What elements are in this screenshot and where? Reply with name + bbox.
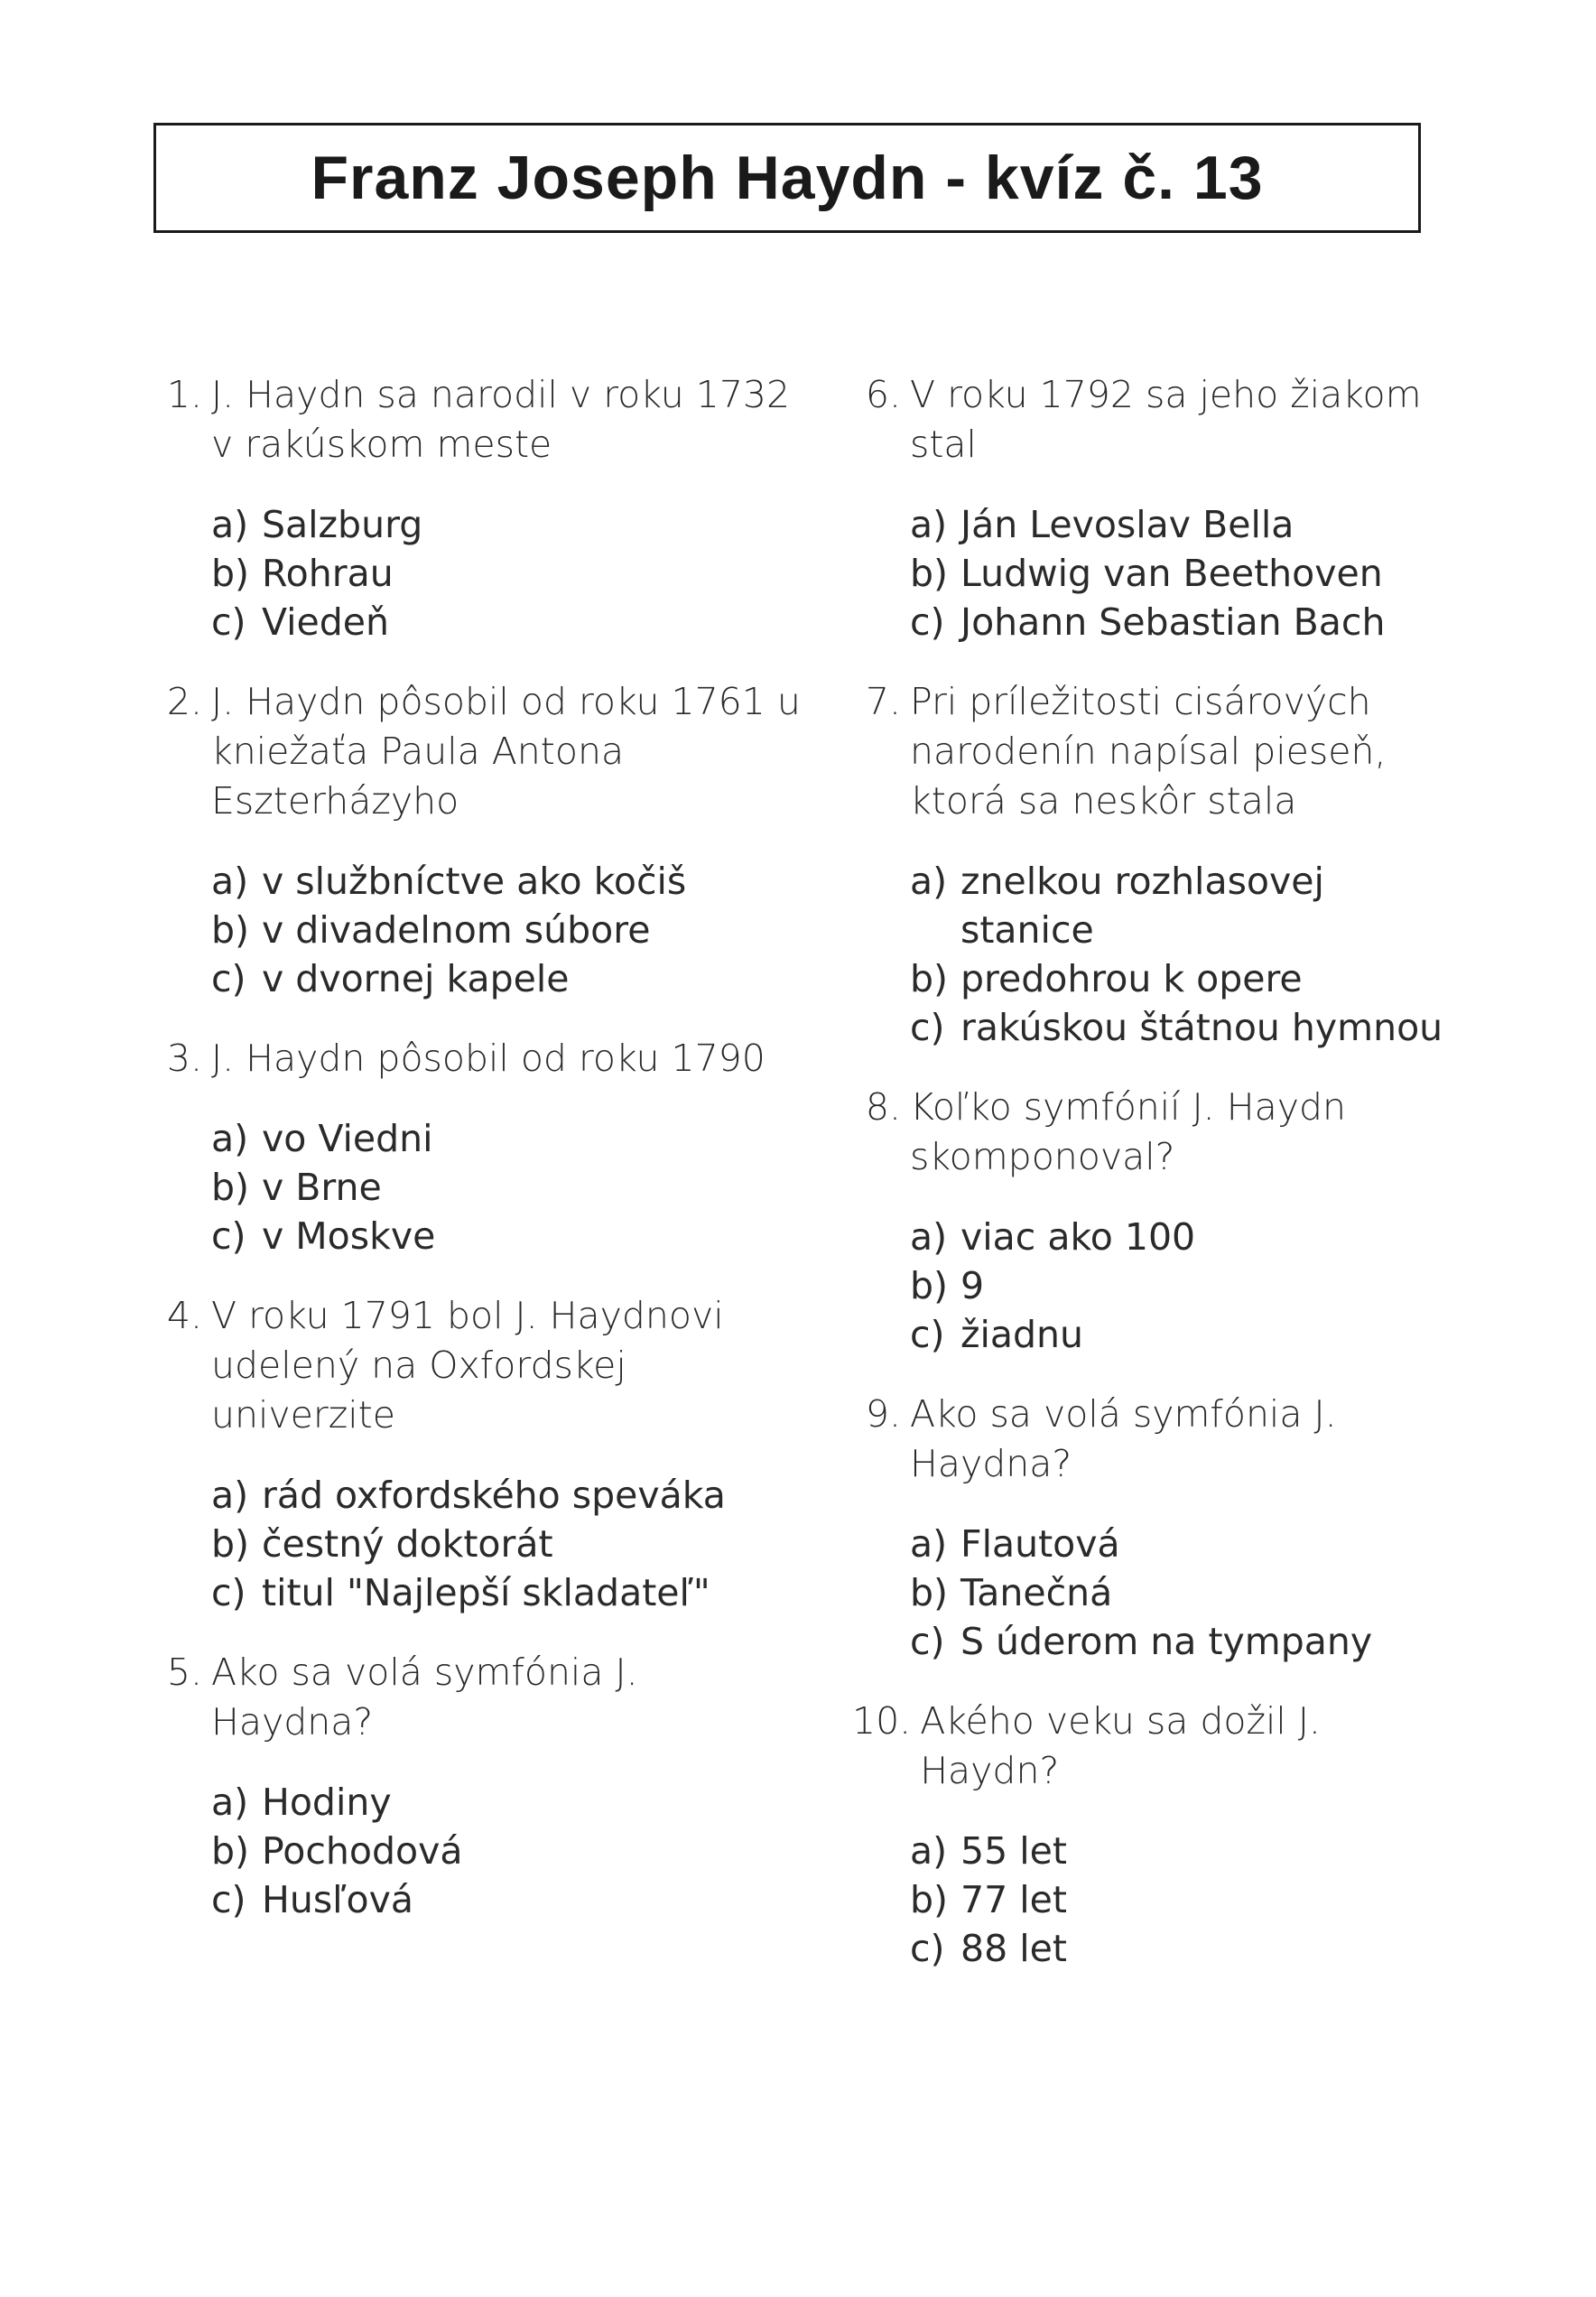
option-letter: c) <box>211 1878 246 1921</box>
question-text: Koľko symfónií J. Haydn skomponoval? <box>910 1085 1346 1178</box>
answer-options <box>202 857 803 1003</box>
option-text: 77 let <box>960 1878 1067 1921</box>
option-text: v Brne <box>262 1166 382 1209</box>
question-10 <box>852 1697 1466 1973</box>
answer-option <box>211 500 803 549</box>
page-title: Franz Joseph Haydn - kvíz č. 13 <box>311 144 1264 212</box>
option-letter: a) <box>211 1117 249 1160</box>
question-number: 3. <box>166 1037 202 1080</box>
answer-option <box>211 857 803 906</box>
question-number: 5. <box>166 1651 202 1694</box>
option-letter: b) <box>211 1522 250 1566</box>
option-letter: c) <box>211 957 246 1000</box>
option-letter: a) <box>910 1522 948 1566</box>
option-letter: b) <box>910 1571 949 1614</box>
option-text: znelkou rozhlasovej stanice <box>960 860 1324 952</box>
option-letter: c) <box>910 1313 945 1356</box>
answer-option <box>910 954 1466 1003</box>
answer-options <box>202 1114 803 1260</box>
option-letter: b) <box>910 552 949 595</box>
option-text: v divadelnom súbore <box>262 908 651 952</box>
question-text: Akého veku sa dožil J. Haydn? <box>920 1699 1321 1792</box>
answer-option <box>211 1875 803 1924</box>
answer-option <box>211 549 803 598</box>
right-column <box>852 370 1466 2004</box>
option-text: Ján Levoslav Bella <box>960 503 1294 546</box>
question-number: 6. <box>865 373 901 416</box>
answer-option <box>910 1213 1466 1261</box>
option-text: predohrou k opere <box>960 957 1303 1000</box>
option-text: rakúskou štátnou hymnou <box>960 1006 1443 1049</box>
answer-option <box>211 1163 803 1212</box>
left-column <box>153 370 803 1955</box>
option-letter: c) <box>910 1006 945 1049</box>
answer-option <box>211 1827 803 1875</box>
option-text: 88 let <box>960 1927 1067 1970</box>
option-text: Hodiny <box>262 1781 392 1824</box>
answer-option <box>211 1212 803 1260</box>
option-text: Flautová <box>960 1522 1120 1566</box>
option-text: titul "Najlepší skladateľ" <box>262 1571 710 1614</box>
option-letter: b) <box>211 1166 250 1209</box>
question-number: 7. <box>865 680 901 723</box>
option-text: 55 let <box>960 1829 1067 1873</box>
option-text: v Moskve <box>262 1214 436 1258</box>
answer-option <box>910 1568 1466 1617</box>
answer-option <box>910 1875 1466 1924</box>
option-letter: c) <box>211 600 246 644</box>
question-number: 8. <box>865 1085 901 1129</box>
option-text: Pochodová <box>262 1829 463 1873</box>
option-letter: a) <box>910 1829 948 1873</box>
answer-option <box>211 1471 803 1520</box>
answer-option <box>910 1617 1466 1666</box>
question-text: Pri príležitosti cisárových narodenín napísal pieseň, ktorá sa neskôr stala <box>910 680 1387 823</box>
option-letter: a) <box>211 860 249 903</box>
option-letter: a) <box>910 503 948 546</box>
option-text: Husľová <box>262 1878 414 1921</box>
question-1 <box>153 370 803 646</box>
option-letter: a) <box>910 860 948 903</box>
option-text: S úderom na tympany <box>960 1620 1373 1663</box>
option-text: v službníctve ako kočiš <box>262 860 687 903</box>
question-text: Ako sa volá symfónia J. Haydna? <box>211 1651 638 1744</box>
answer-options <box>901 1520 1466 1666</box>
option-text: čestný doktorát <box>262 1522 553 1566</box>
question-4 <box>153 1291 803 1617</box>
option-letter: c) <box>910 600 945 644</box>
answer-options <box>202 1778 803 1924</box>
question-7 <box>852 677 1466 1052</box>
question-6 <box>852 370 1466 646</box>
option-text: v dvornej kapele <box>262 957 570 1000</box>
answer-option <box>910 1261 1466 1310</box>
option-letter: a) <box>211 503 249 546</box>
answer-options <box>901 1213 1466 1359</box>
answer-option <box>211 598 803 646</box>
answer-options <box>202 1471 803 1617</box>
answer-options <box>901 500 1466 646</box>
option-text: 9 <box>960 1264 985 1307</box>
option-letter: a) <box>211 1781 249 1824</box>
question-text: J. Haydn pôsobil od roku 1790 <box>211 1037 766 1080</box>
option-letter: b) <box>211 1829 250 1873</box>
option-letter: b) <box>211 552 250 595</box>
option-text: Ludwig van Beethoven <box>960 552 1383 595</box>
answer-option <box>211 1568 803 1617</box>
option-text: Johann Sebastian Bach <box>960 600 1386 644</box>
answer-option <box>211 1778 803 1827</box>
option-text: Viedeň <box>262 600 389 644</box>
answer-options <box>901 857 1466 1052</box>
option-letter: a) <box>211 1474 249 1517</box>
option-text: Salzburg <box>262 503 423 546</box>
answer-option <box>211 1114 803 1163</box>
question-2 <box>153 677 803 1003</box>
option-letter: c) <box>211 1214 246 1258</box>
answer-option <box>910 857 1466 954</box>
question-text: V roku 1791 bol J. Haydnovi udelený na Oxfordskej univerzite <box>211 1294 724 1437</box>
option-letter: a) <box>910 1215 948 1259</box>
option-letter: c) <box>910 1620 945 1663</box>
answer-options <box>901 1827 1466 1973</box>
answer-option <box>211 906 803 954</box>
answer-option <box>910 598 1466 646</box>
option-letter: b) <box>211 908 250 952</box>
option-text: vo Viedni <box>262 1117 433 1160</box>
answer-option <box>910 1310 1466 1359</box>
option-text: rád oxfordského speváka <box>262 1474 726 1517</box>
question-text: J. Haydn pôsobil od roku 1761 u kniežaťa Paula Antona Eszterházyho <box>211 680 801 823</box>
option-text: viac ako 100 <box>960 1215 1196 1259</box>
question-5 <box>153 1648 803 1924</box>
answer-option <box>910 1003 1466 1052</box>
question-8 <box>852 1083 1466 1359</box>
option-text: Tanečná <box>960 1571 1113 1614</box>
question-number: 2. <box>166 680 202 723</box>
answer-option <box>910 1924 1466 1973</box>
answer-option <box>211 1520 803 1568</box>
question-3 <box>153 1034 803 1260</box>
answer-options <box>202 500 803 646</box>
option-letter: b) <box>910 957 949 1000</box>
option-text: Rohrau <box>262 552 394 595</box>
answer-option <box>211 954 803 1003</box>
question-number: 9. <box>865 1392 901 1436</box>
option-letter: c) <box>211 1571 246 1614</box>
answer-option <box>910 1827 1466 1875</box>
option-letter: b) <box>910 1878 949 1921</box>
option-letter: b) <box>910 1264 949 1307</box>
question-number: 1. <box>166 373 202 416</box>
question-text: J. Haydn sa narodil v roku 1732 v rakúskom meste <box>211 373 791 466</box>
question-number: 4. <box>166 1294 202 1337</box>
title-box <box>153 123 1421 233</box>
question-text: Ako sa volá symfónia J. Haydna? <box>910 1392 1337 1485</box>
answer-option <box>910 1520 1466 1568</box>
option-letter: c) <box>910 1927 945 1970</box>
option-text: žiadnu <box>960 1313 1084 1356</box>
question-number: 10. <box>852 1699 912 1743</box>
answer-option <box>910 500 1466 549</box>
question-text: V roku 1792 sa jeho žiakom stal <box>910 373 1422 466</box>
question-9 <box>852 1390 1466 1666</box>
answer-option <box>910 549 1466 598</box>
